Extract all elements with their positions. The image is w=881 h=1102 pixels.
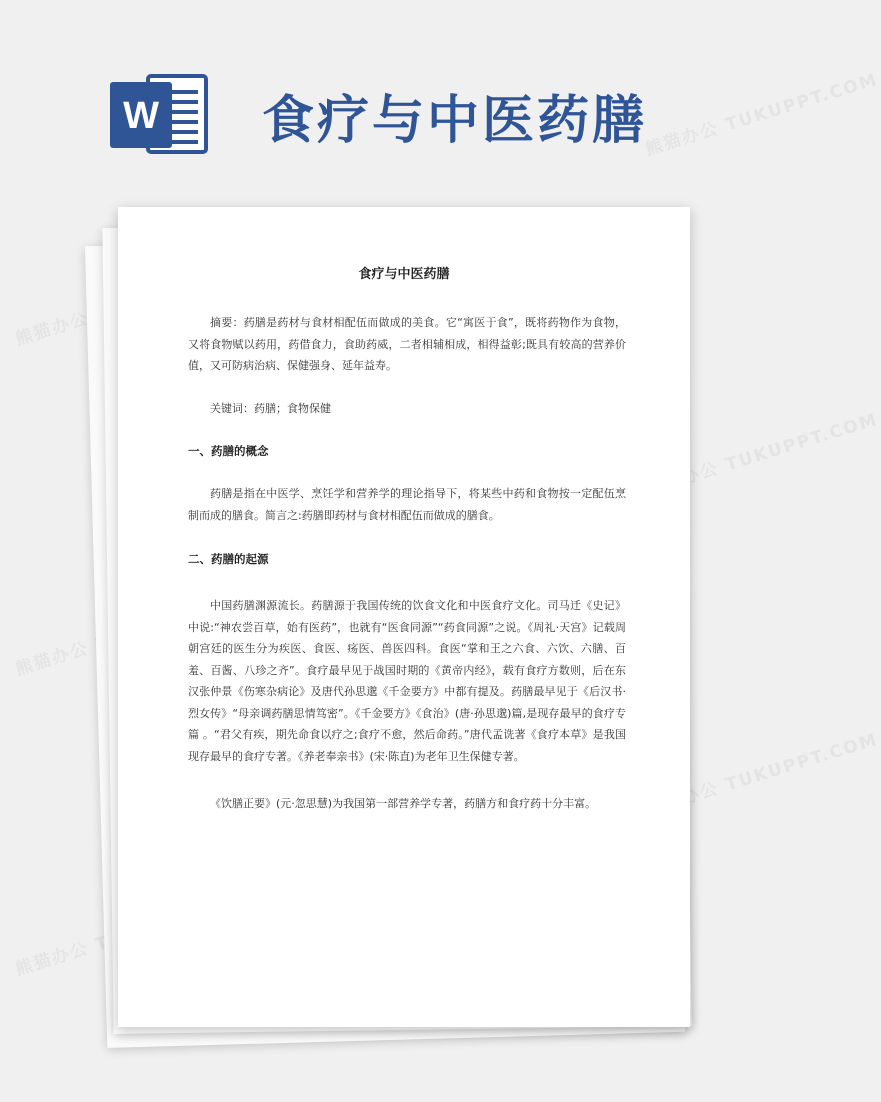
watermark-text: 熊猫办公 TUKUPPT.COM	[643, 409, 881, 500]
section-heading-origin: 二、药膳的起源	[188, 552, 269, 566]
watermark-text: 熊猫办公	[13, 638, 92, 680]
concept-paragraph: 药膳是指在中医学、烹饪学和营养学的理论指导下，将某些中药和食物按一定配伍烹制而成的膳食。简言之:药膳即药材与食材相配伍而做成的膳食。	[188, 487, 626, 522]
keywords-line: 关键词：药膳；食物保健	[210, 402, 331, 415]
watermark-text: 熊猫办公	[13, 938, 92, 980]
document-title: 食疗与中医药膳	[358, 267, 450, 282]
svg-text:W: W	[123, 95, 159, 137]
closing-paragraph: 《饮膳正要》(元·忽思慧)为我国第一部营养学专著，药膳方和食疗药十分丰富。	[210, 797, 597, 810]
watermark-text: 熊猫办公 TUKUPPT.COM	[643, 729, 881, 820]
document-page	[118, 207, 690, 1027]
word-document-icon	[108, 70, 212, 158]
abstract-paragraph: 摘要：药膳是药材与食材相配伍而做成的美食。它“寓医于食”，既将药物作为食物，又将食物赋以药用，药借食力，食助药威，二者相辅相成，相得益彰;既具有较高的营养价值，又可防病治病、保健强身、延年益寿。	[188, 316, 626, 372]
watermark-text: 熊猫办公 TUKUPPT.COM	[643, 69, 881, 160]
origin-paragraph: 中国药膳渊源流长。药膳源于我国传统的饮食文化和中医食疗文化。司马迁《史记》中说:“神农尝百草，始有医药”，也就有“医食同源”“药食同源”之说。《周礼·天宫》记载周朝宫廷的医生分为疾医、食医、疡医、兽医四科。食医“掌和王之六食、六饮、六膳、百羞、百酱、八珍之齐”。食疗最早见于战国时期的《黄帝内经》，载有食疗方数则，后在东汉张仲景《伤寒杂病论》及唐代孙思邈《千金要方》中都有提及。药膳最早见于《后汉书·烈女传》“母亲调药膳思情笃密”。《千金要方》《食治》(唐·孙思邈)篇,是现存最早的食疗专篇 。“君父有疾，期先命食以疗之;食疗不愈，然后命药。”唐代孟诜著《食疗本草》是我国现存最早的食疗专著。《养老奉亲书》(宋·陈直)为老年卫生保健专著。	[188, 599, 626, 763]
watermark-text: 熊猫办公	[13, 308, 92, 350]
banner-title: 食疗与中医药膳	[262, 91, 648, 151]
section-heading-concept: 一、药膳的概念	[188, 444, 269, 458]
